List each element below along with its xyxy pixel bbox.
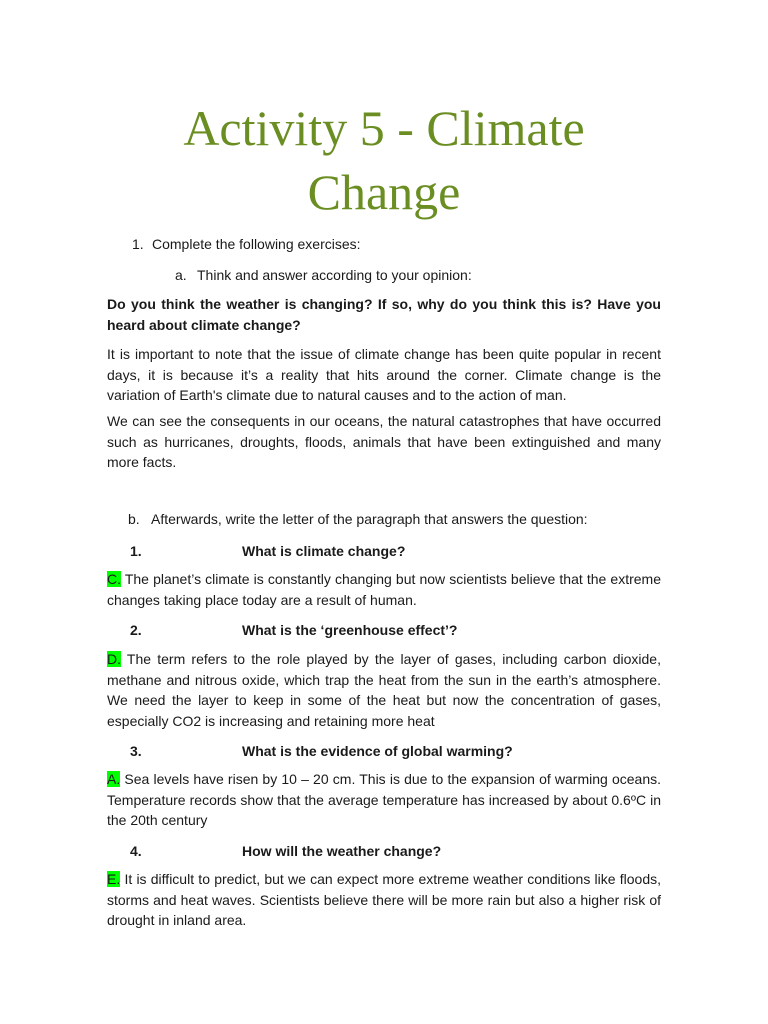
- question-number: 1.: [130, 543, 142, 559]
- answer-text: Sea levels have risen by 10 – 20 cm. This is due to the expansion of warming oceans. Temperature records show that the average temperature has increased by about 0.6ºC in the 20th century: [107, 771, 661, 828]
- sub-item-text: Afterwards, write the letter of the paragraph that answers the question:: [151, 511, 588, 527]
- sub-item-letter: b.: [128, 511, 140, 527]
- answer-letter-highlight: C.: [107, 571, 121, 587]
- answer-text: The term refers to the role played by the layer of gases, including carbon dioxide, methane and nitrous oxide, which trap the heat from the sun in the earth’s atmosphere. We need the layer to keep in some of the heat but now the concentration of gases, especially CO2 is increasing and retaining more heat: [107, 651, 661, 729]
- exercise-number: 1.: [132, 236, 144, 252]
- answer-letter-highlight: D.: [107, 651, 121, 667]
- sub-item-a: [175, 267, 472, 283]
- question-text: What is climate change?: [242, 543, 406, 559]
- answer-text: It is difficult to predict, but we can expect more extreme weather conditions like floods, storms and heat waves. Scientists believe there will be more rain but also a higher risk of drought in inland area.: [107, 871, 661, 928]
- question-number: 3.: [130, 743, 142, 759]
- question-text: What is the evidence of global warming?: [242, 743, 513, 759]
- answer-text: The planet’s climate is constantly changing but now scientists believe that the extreme changes taking place today are a result of human.: [107, 571, 661, 608]
- question-answer: [107, 649, 661, 731]
- exercise-text: Complete the following exercises:: [152, 236, 361, 252]
- sub-item-b: [128, 511, 588, 527]
- answer-paragraph: It is important to note that the issue of climate change has been quite popular in recent days, it is because it’s a reality that hits around the corner. Climate change is the variation of Earth's climate due to natural causes and to the action of man.: [107, 346, 661, 403]
- question-answer: [107, 769, 661, 831]
- answer-letter-highlight: E.: [107, 871, 121, 887]
- sub-item-letter: a.: [175, 267, 187, 283]
- opinion-question: Do you think the weather is changing? If so, why do you think this is? Have you heard about climate change?: [107, 296, 661, 333]
- exercise-item-1: [132, 236, 361, 252]
- page-title: Activity 5 - Climate Change: [183, 100, 585, 220]
- answer-paragraph: We can see the consequents in our oceans, the natural catastrophes that have occurred such as hurricanes, droughts, floods, animals that have been extinguished and many more facts.: [107, 413, 661, 470]
- question-text: How will the weather change?: [242, 843, 442, 859]
- question-answer: [107, 869, 661, 931]
- question-text: What is the ‘greenhouse effect’?: [242, 622, 458, 638]
- sub-item-text: Think and answer according to your opinion:: [197, 267, 472, 283]
- question-number: 4.: [130, 843, 142, 859]
- answer-letter-highlight: A.: [107, 771, 121, 787]
- question-number: 2.: [130, 622, 142, 638]
- question-answer: [107, 569, 661, 610]
